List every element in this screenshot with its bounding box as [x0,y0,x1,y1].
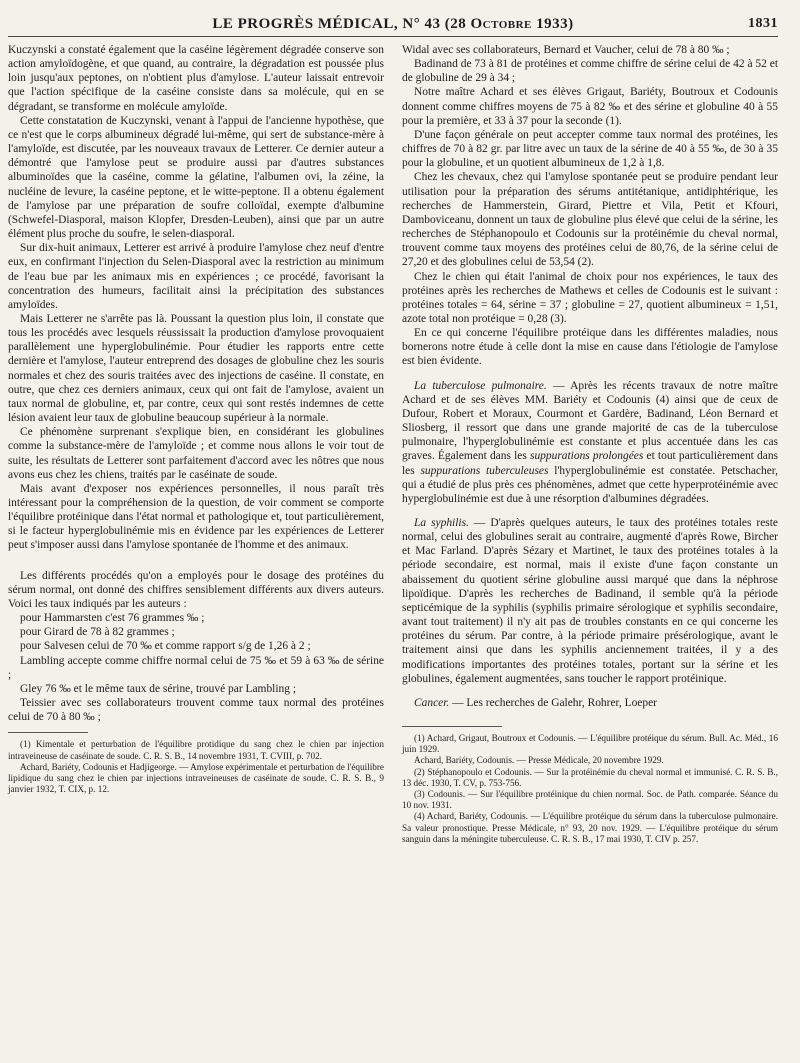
section-text: — Les recherches de Galehr, Rohrer, Loeper [449,696,657,709]
journal-title: LE PROGRÈS MÉDICAL, N° 43 (28 Octobre 1933) [212,16,574,32]
paragraph: Sur dix-huit animaux, Letterer est arrivé à produire l'amylose chez neuf d'entre eux, en confirmant l'injection du Selen-Diasporal avec la restriction au minimum de l'eau bue par les animaux mis en expériences ; ce procédé, favorisant la concentration des humeurs, facilitait ainsi la précipitation des substances amyloïdes. [8,242,384,311]
list-item: pour Girard de 78 à 82 grammes ; [20,626,175,639]
paragraph: Widal avec ses collaborateurs, Bernard et Vaucher, celui de 78 à 80 ‰ ; [402,44,730,56]
footnote: (4) Achard, Bariéty, Codounis. — L'équilibre protéique du sérum dans la tuberculose pulmonaire. Sa valeur pronostique. Presse Médicale, n° 93, 20 nov. 1929. — L'équilibre protéique du sérum sanguin dans la méningite tuberculeuse. C. R. S. B., 17 mai 1930, T. CIV p. 257. [402,811,778,844]
footnote-rule [8,732,88,733]
two-column-body [8,43,778,845]
paragraph: Les différents procédés qu'on a employés pour le dosage des protéines du sérum normal, ont donné des chiffres sensiblement différents aux divers auteurs. Voici les taux indiqués par les auteurs : [8,569,384,610]
protein-values-list [8,611,384,724]
list-item: Lambling accepte comme chiffre normal celui de 75 ‰ et 59 à 63 ‰ de sérine ; [8,654,384,681]
paragraph: Mais Letterer ne s'arrête pas là. Poussant la question plus loin, il constate que tous les procédés avec lesquels réussissait la production d'amylose provoquaient parallèlement une hyperglobulinémie. Pour étudier les rapports entre cette dernière et l'amylose, l'auteur entreprend des dosages de globuline chez les souris normales et chez des souris traitées avec des injections de caséine. Il constate, en outre, que chez ces derniers animaux, ceux qui ont fait de l'amylose, avaient un taux normal de globuline, et, par contre, ceux qui sont restés indemnes de cette lésion avaient leur taux de globuline beaucoup supérieur à la normale. [8,312,384,425]
section-title: La tuberculose pulmonaire. [414,379,547,392]
section-text: l'hyperglobulinémie est constatée. Petschacher, qui a étudié de plus près ces phénomènes, admet que cette hyperprotéinémie avec hyperglobulinémie est due à une résorption d'albumines dégradées. [402,464,778,505]
list-item: pour Salvesen celui de 70 ‰ et comme rapport s/g de 1,26 à 2 ; [20,640,311,653]
section-text: — D'après quelques auteurs, le taux des protéines totales reste normal, celui des globulines serait au contraire, augmenté d'après Rowe, Bircher et Mac Farland. D'après Sézary et Martinet, le taux des protéines totales à la période secondaire, est normal, mais il existe d'une façon constante un abaissement du quotient sérine globuline aussi marqué que dans la néphrose lipoïdique. D'après les recherches de Badinand, il semble qu'à la période septicémique de la syphilis (syphilis primaire sérologique et syphilis secondaire, avant tout traitement) il n'y ait pas de troubles constants en ce qui concerne les protéines du sérum. Par contre, à la période primaire présérologique, avant le traitement ainsi que dans les syphilis anciennement traitées, il y a des modifications importantes des protéines totales, portant sur la sérine et les globulines, également augmentées, sans toucher le rapport protéinique. [402,517,779,685]
running-head [8,14,778,37]
paragraph: Badinand de 73 à 81 de protéines et comme chiffre de sérine celui de 42 à 52 et de globuline de 29 à 34 ; [402,58,778,85]
paragraph: Cette constatation de Kuczynski, venant à l'appui de l'ancienne hypothèse, que ce n'est que le corps albumineux dégradé lui-même, qui sert de substance-mère à l'amyloïde, est discutée, par les nouveaux travaux de Letterer. Ce dernier auteur a démontré que l'amylose peut se produire aussi par d'autres substances albuminoïdes que la caséine, comme la gélatine, l'albumen ovi, la zéine, la nucléine de levure, la caséine peptone, et le witte-peptone. Il a obtenu également de l'amylose par une préparation de soufre colloïdal, exempte d'albumine (Schwefel-Diasporal, maison Klopfer, Dresden-Leuben), ainsi que par un autre élément plus proche du soufre, le selen-diasporal. [8,114,384,241]
paragraph: D'une façon générale on peut accepter comme taux normal des protéines, les chiffres de 70 à 82 gr. par litre avec un taux de la sérine de 40 à 55 ‰, de 30 à 35 pour la globuline, et un quotient albumineux de 1,2 à 1,8. [402,128,778,170]
footnote: Achard, Bariéty, Codounis. — Presse Médicale, 20 novembre 1929. [414,755,664,766]
italic-term: suppurations prolongées [530,450,644,463]
italic-term: suppurations tuberculeuses [420,464,549,477]
footnote: (1) Kimentale et perturbation de l'équilibre protidique du sang chez le chien par injection intraveineuse de caséinate de soude. C. R. S. B., 14 novembre 1931, T. CVIII, p. 702. [8,739,384,761]
footnote-rule [402,726,502,727]
list-item: Teissier avec ses collaborateurs trouvent comme taux normal des protéines celui de 70 à 80 ‰ ; [8,697,384,724]
list-item: Gley 76 ‰ et le même taux de sérine, trouvé par Lambling ; [20,682,297,695]
paragraph: Notre maître Achard et ses élèves Grigaut, Bariéty, Boutroux et Codounis donnent comme chiffres moyens de 75 à 82 ‰ et des sérine et globuline 40 à 55 pour la première, et 33 à 37 pour la seconde (1). [402,86,778,127]
list-item: pour Hammarsten c'est 76 grammes ‰ ; [20,612,205,625]
paragraph: Kuczynski a constaté également que la caséine légèrement dégradée conserve son action amyloïdogène, et que quand, au contraire, la dégradation est poussée plus loin jusqu'aux peptones, on n'obtient plus d'amylose. L'auteur laissait entrevoir que l'action spécifique de la caséine consiste dans sa molécule, qui en se dégradant, se transforme en molécule amyloïde. [8,44,384,113]
paragraph: Chez les chevaux, chez qui l'amylose spontanée peut se produire pendant leur utilisation pour la préparation des sérums antitétanique, antidiphtérique, les recherches de Hammerstein, Girard, Piettre et Vila, Petit et Kfouri, Damboviceanu, donnent un taux de globuline plus élevé que celui de la sérine, les recherches de Stéphanopoulo et Codounis sur la protéinémie du cheval normal, trouvent comme taux moyens des protéines celui de 80,76, de la sérine celui de 27,20 et des globulines celui de 53,54 (2). [402,171,778,269]
page-number: 1831 [748,16,778,31]
paragraph: Ce phénomène surprenant s'explique bien, en considérant les globulines comme la substance-mère de l'amyloïde ; et comme nous allons le voir tout de suite, les résultats de Letterer sont parfaitement d'accord avec les nôtres que nous avons eus chez les chiens, traités par le caséinate de soude. [8,426,384,481]
footnote: (2) Stéphanopoulo et Codounis. — Sur la protéinémie du cheval normal et immunisé. C. R. S. B., 13 déc. 1930, T. CV, p. 753-756. [402,766,778,788]
footnote: (3) Codounis. — Sur l'équilibre protéinique du chien normal. Soc. de Path. comparée. Séance du 10 nov. 1931. [402,789,778,811]
section-title: Cancer. [414,696,450,709]
paragraph: Mais avant d'exposer nos expériences personnelles, il nous paraît très intéressant pour la compréhension de la question, de voir comment se comporte l'équilibre protéinique dans l'état normal et pathologique et, tout particulièrement, si le facteur hyperglobulinémie mis en évidence par les expériences de Letterer peut s'imposer aussi dans l'amylose spontanée de l'homme et des animaux. [8,482,384,552]
section-cancer [402,696,778,710]
left-column [8,43,384,845]
section-title: La syphilis. [414,517,469,529]
paragraph: En ce qui concerne l'équilibre protéique dans les différentes maladies, nous bornerons notre étude à celle dont la mise en cause dans l'étiologie de l'amylose est bien évidente. [402,327,778,368]
section-syphilis [402,516,778,686]
section-text: — Après les récents travaux de notre maître Achard et de ses élèves MM. Bariéty et Codounis (4) ainsi que de ceux de Dufour, Robert et Moraux, Courmont et Gardère, Badinand, Léon Bernard et Sliosberg, il ressort que dans une grande majorité de cas de la tuberculose pulmonaire, l'hyperglobulinémie est constante et plus accentuée dans les cas graves. Également dans les [402,379,778,463]
paragraph: Chez le chien qui était l'animal de choix pour nos expériences, le taux des protéines après les recherches de Mathews et celles de Codounis est le suivant : protéines totales = 64, sérine = 37 ; globuline = 27, quotient albumineux = 1,51, azote total non protéique = 0,28 (3). [402,270,778,325]
right-column [402,43,778,845]
section-text: et tout particulièrement dans les [402,450,778,477]
footnote: Achard, Bariéty, Codounis et Hadjigeorge. — Amylose expérimentale et perturbation de l'équilibre lipidique du sang chez le chien par injections intraveineuses de caséinate de soude. C. R. S. B., 9 janvier 1932, T. CIX, p. 12. [8,761,384,795]
section-tuberculose [402,379,778,506]
footnote: (1) Achard, Grigaut, Boutroux et Codounis. — L'équilibre protéique du sérum. Bull. Ac. Méd., 16 juin 1929. [402,733,778,755]
